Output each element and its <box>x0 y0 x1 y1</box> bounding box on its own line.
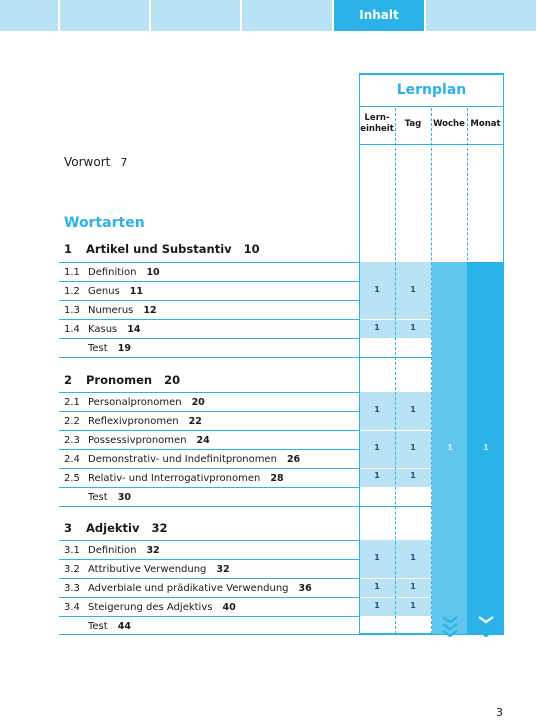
checkbox-tag[interactable]: 1 <box>410 471 416 480</box>
chapter-title: Artikel und Substantiv <box>86 242 232 256</box>
row-page: 14 <box>127 324 141 335</box>
row-page: 12 <box>143 305 157 316</box>
row-page: 36 <box>298 583 312 594</box>
checkbox-lerneinheit[interactable]: 1 <box>374 471 380 480</box>
lernplan-title: Lernplan <box>359 73 504 107</box>
row-label: Definition 32 <box>88 545 160 556</box>
tab-inhalt[interactable] <box>334 0 424 31</box>
divider <box>59 506 359 507</box>
checkbox-tag[interactable]: 1 <box>410 443 416 452</box>
row-number: 1.1 <box>64 267 80 278</box>
vorwort-entry[interactable] <box>64 155 127 169</box>
vorwort-page: 7 <box>120 156 128 169</box>
row-label: Relativ- und Interrogativpronomen 28 <box>88 473 284 484</box>
row-number: 3.1 <box>64 545 80 556</box>
chapter-page: 10 <box>243 242 260 256</box>
row-number: 1.2 <box>64 286 80 297</box>
chapter-number: 3 <box>64 521 73 535</box>
row-number: 2.5 <box>64 473 80 484</box>
toc-row[interactable] <box>59 319 359 338</box>
row-number: 1.3 <box>64 305 80 316</box>
row-divider <box>359 357 432 358</box>
row-divider <box>359 506 432 507</box>
toc-row[interactable] <box>59 540 359 559</box>
header-monat: Monat <box>470 119 501 129</box>
checkbox-lerneinheit[interactable]: 1 <box>374 443 380 452</box>
divider <box>59 357 359 358</box>
row-page: 24 <box>196 435 210 446</box>
checkbox-tag[interactable]: 1 <box>410 405 416 414</box>
row-label: Test 30 <box>88 492 131 503</box>
checkbox-tag[interactable]: 1 <box>410 285 416 294</box>
chapter-number: 1 <box>64 242 73 256</box>
toc-row[interactable] <box>59 559 359 578</box>
chapter-number: 2 <box>64 373 73 387</box>
checkbox-lerneinheit[interactable]: 1 <box>374 285 380 294</box>
header-woche: Woche <box>433 119 465 129</box>
row-page: 22 <box>188 416 202 427</box>
row-label: Reflexivpronomen 22 <box>88 416 202 427</box>
checkbox-lerneinheit[interactable]: 1 <box>374 323 380 332</box>
chapter-heading[interactable] <box>64 521 167 535</box>
checkbox-tag[interactable]: 1 <box>410 323 416 332</box>
toc-row[interactable] <box>59 578 359 597</box>
toc-row[interactable] <box>59 281 359 300</box>
toc-row[interactable] <box>59 468 359 487</box>
row-label: Demonstrativ- und Indefinitpronomen 26 <box>88 454 301 465</box>
cell-separator <box>360 430 432 431</box>
toc-row[interactable] <box>59 430 359 449</box>
page-number: 3 <box>496 706 503 719</box>
toc-row-test[interactable] <box>59 616 359 635</box>
chapter-heading[interactable] <box>64 373 180 387</box>
row-page: 44 <box>117 621 131 632</box>
toc-row[interactable] <box>59 411 359 430</box>
tab-2[interactable] <box>60 0 149 31</box>
checkbox-lerneinheit[interactable]: 1 <box>374 582 380 591</box>
row-page: 11 <box>129 286 144 297</box>
vorwort-label: Vorwort <box>64 155 111 169</box>
cell-separator <box>360 597 432 598</box>
row-number: 2.4 <box>64 454 80 465</box>
row-number: 2.3 <box>64 435 80 446</box>
row-label: Genus 11 <box>88 286 144 297</box>
row-label: Possessivpronomen 24 <box>88 435 210 446</box>
toc-row[interactable] <box>59 449 359 468</box>
row-number: 3.2 <box>64 564 80 575</box>
cell-separator <box>360 578 432 579</box>
row-page: 32 <box>146 545 160 556</box>
row-label: Attributive Verwendung 32 <box>88 564 230 575</box>
checkbox-lerneinheit[interactable]: 1 <box>374 553 380 562</box>
row-number: 1.4 <box>64 324 80 335</box>
row-label: Definition 10 <box>88 267 160 278</box>
row-label: Numerus 12 <box>88 305 157 316</box>
tab-1[interactable] <box>0 0 58 31</box>
header-divider <box>359 144 504 145</box>
toc-row[interactable] <box>59 392 359 411</box>
chapter-heading[interactable] <box>64 242 260 256</box>
row-page: 30 <box>117 492 131 503</box>
toc-row-test[interactable] <box>59 487 359 506</box>
divider <box>59 634 359 635</box>
checkbox-monat[interactable]: 1 <box>483 443 489 452</box>
toc-row[interactable] <box>59 597 359 616</box>
tab-bar <box>0 0 536 31</box>
chevron-down-icon <box>441 615 459 639</box>
row-page: 28 <box>270 473 284 484</box>
row-page: 40 <box>222 602 236 613</box>
toc-row-test[interactable] <box>59 338 359 357</box>
checkbox-tag[interactable]: 1 <box>410 553 416 562</box>
tab-inhalt-label: Inhalt <box>359 8 399 22</box>
column-divider <box>395 108 396 634</box>
row-label: Steigerung des Adjektivs 40 <box>88 602 236 613</box>
toc-row[interactable] <box>59 300 359 319</box>
cell-separator <box>360 319 432 320</box>
checkbox-woche[interactable]: 1 <box>447 443 453 452</box>
row-number: 2.2 <box>64 416 80 427</box>
cell-separator <box>360 468 432 469</box>
tab-3[interactable] <box>151 0 240 31</box>
row-label: Test 44 <box>88 621 131 632</box>
row-page: 20 <box>191 397 205 408</box>
part-title: Wortarten <box>64 215 145 231</box>
row-number: 3.3 <box>64 583 80 594</box>
header-lerneinheit: Lern- einheit <box>360 113 394 134</box>
chapter-page: 20 <box>164 373 181 387</box>
chapter-page: 32 <box>151 521 168 535</box>
row-page: 32 <box>216 564 230 575</box>
toc-row[interactable] <box>59 262 359 281</box>
checkbox-tag[interactable]: 1 <box>410 601 416 610</box>
checkbox-lerneinheit[interactable]: 1 <box>374 601 380 610</box>
tab-6[interactable] <box>426 0 536 31</box>
row-number: 2.1 <box>64 397 80 408</box>
header-tag: Tag <box>404 119 422 129</box>
tab-4[interactable] <box>242 0 332 31</box>
row-page: 26 <box>286 454 301 465</box>
chapter-title: Adjektiv <box>86 521 140 535</box>
chapter-title: Pronomen <box>86 373 153 387</box>
row-page: 10 <box>146 267 160 278</box>
row-label: Kasus 14 <box>88 324 141 335</box>
column-divider <box>431 108 432 634</box>
checkbox-tag[interactable]: 1 <box>410 582 416 591</box>
row-label: Test 19 <box>88 343 131 354</box>
row-label: Personalpronomen 20 <box>88 397 205 408</box>
row-page: 19 <box>117 343 131 354</box>
column-divider <box>467 108 468 634</box>
row-number: 3.4 <box>64 602 80 613</box>
chevron-down-icon <box>477 615 495 639</box>
row-label: Adverbiale und prädikative Verwendung 36 <box>88 583 312 594</box>
checkbox-lerneinheit[interactable]: 1 <box>374 405 380 414</box>
